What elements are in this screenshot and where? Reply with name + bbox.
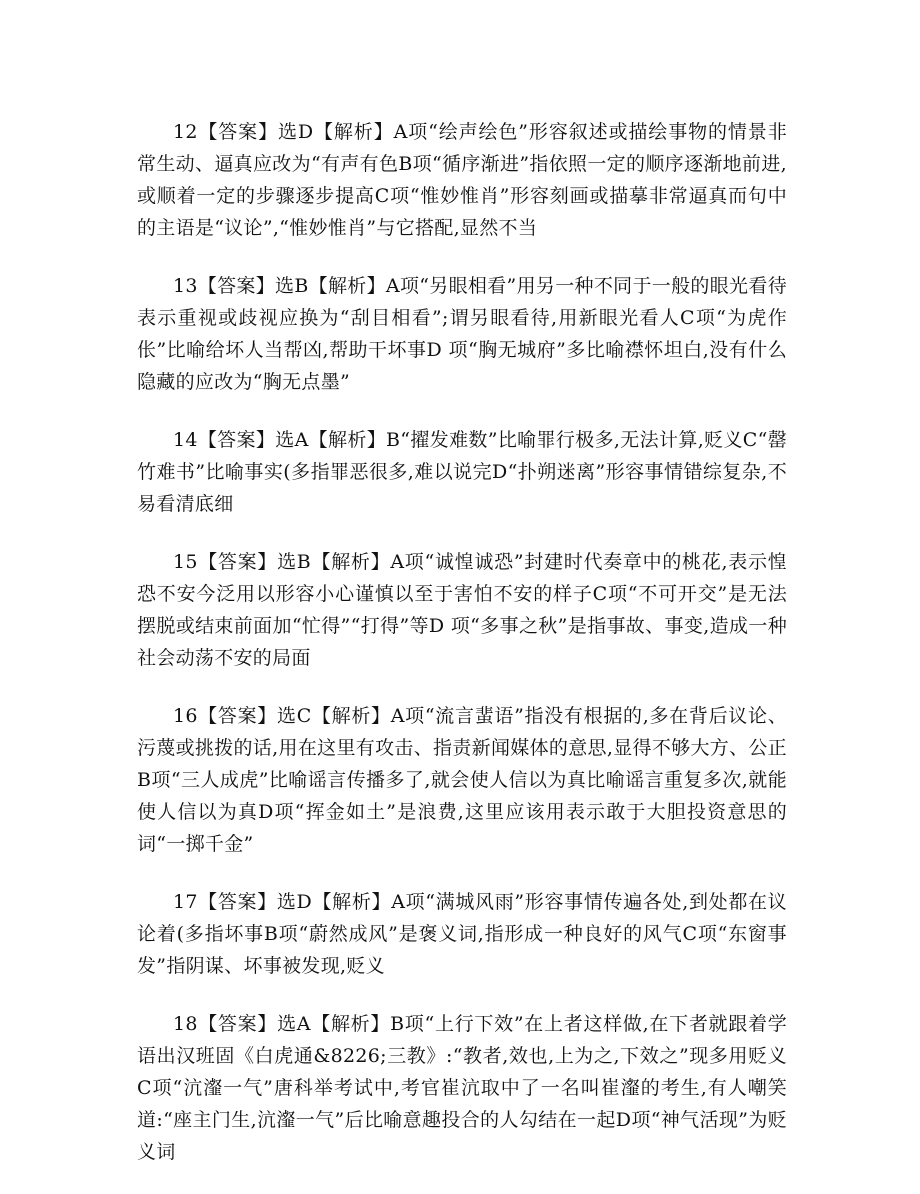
answer-entry-15: 15【答案】选B【解析】A项“诚惶诚恐”封建时代奏章中的桃花,表示惶恐不安今泛用以形容小心谨慎以至于害怕不安的样子C项“不可开交”是无法摆脱或结束前面加“忙得”“打得”等D 项“多事之秋”是指事故、事变,造成一种社会动荡不安的局面: [137, 551, 787, 669]
answer-list: [137, 116, 787, 1194]
answer-entry-18: 18【答案】选A【解析】B项“上行下效”在上者这样做,在下者就跟着学语出汉班固《白虎通&8226;三教》:“教者,效也,上为之,下效之”现多用贬义C项“沆瀣一气”唐科举考试中,考官崔沆取中了一名叫崔瀣的考生,有人嘲笑道:“座主门生,沆瀣一气”后比喻意趣投合的人勾结在一起D项“神气活现”为贬义词: [137, 1013, 787, 1163]
answer-entry-13: 13【答案】选B【解析】A项“另眼相看”用另一种不同于一般的眼光看待表示重视或歧视应换为“刮目相看”;谓另眼看待,用新眼光看人C项“为虎作伥”比喻给坏人当帮凶,帮助干坏事D 项“胸无城府”多比喻襟怀坦白,没有什么隐藏的应改为“胸无点墨”: [137, 275, 787, 393]
answer-entry-12: 12【答案】选D【解析】A项“绘声绘色”形容叙述或描绘事物的情景非常生动、逼真应改为“有声有色B项“循序渐进”指依照一定的顺序逐渐地前进,或顺着一定的步骤逐步提高C项“惟妙惟肖”形容刻画或描摹非常逼真而句中的主语是“议论”,“惟妙惟肖”与它搭配,显然不当: [137, 121, 787, 239]
answer-entry-14: 14【答案】选A【解析】B“擢发难数”比喻罪行极多,无法计算,贬义C“罄竹难书”比喻事实(多指罪恶很多,难以说完D“扑朔迷离”形容事情错综复杂,不易看清底细: [137, 429, 787, 515]
answer-entry-16: 16【答案】选C【解析】A项“流言蜚语”指没有根据的,多在背后议论、污蔑或挑拨的话,用在这里有攻击、指责新闻媒体的意思,显得不够大方、公正B项“三人成虎”比喻谣言传播多了,就会使人信以为真比喻谣言重复多次,就能使人信以为真D项“挥金如土”是浪费,这里应该用表示敢于大胆投资意思的词“一掷千金”: [137, 705, 787, 855]
answer-entry-17: 17【答案】选D【解析】A项“满城风雨”形容事情传遍各处,到处都在议论着(多指坏事B项“蔚然成风”是褒义词,指形成一种良好的风气C项“东窗事发”指阴谋、坏事被发现,贬义: [137, 891, 787, 977]
